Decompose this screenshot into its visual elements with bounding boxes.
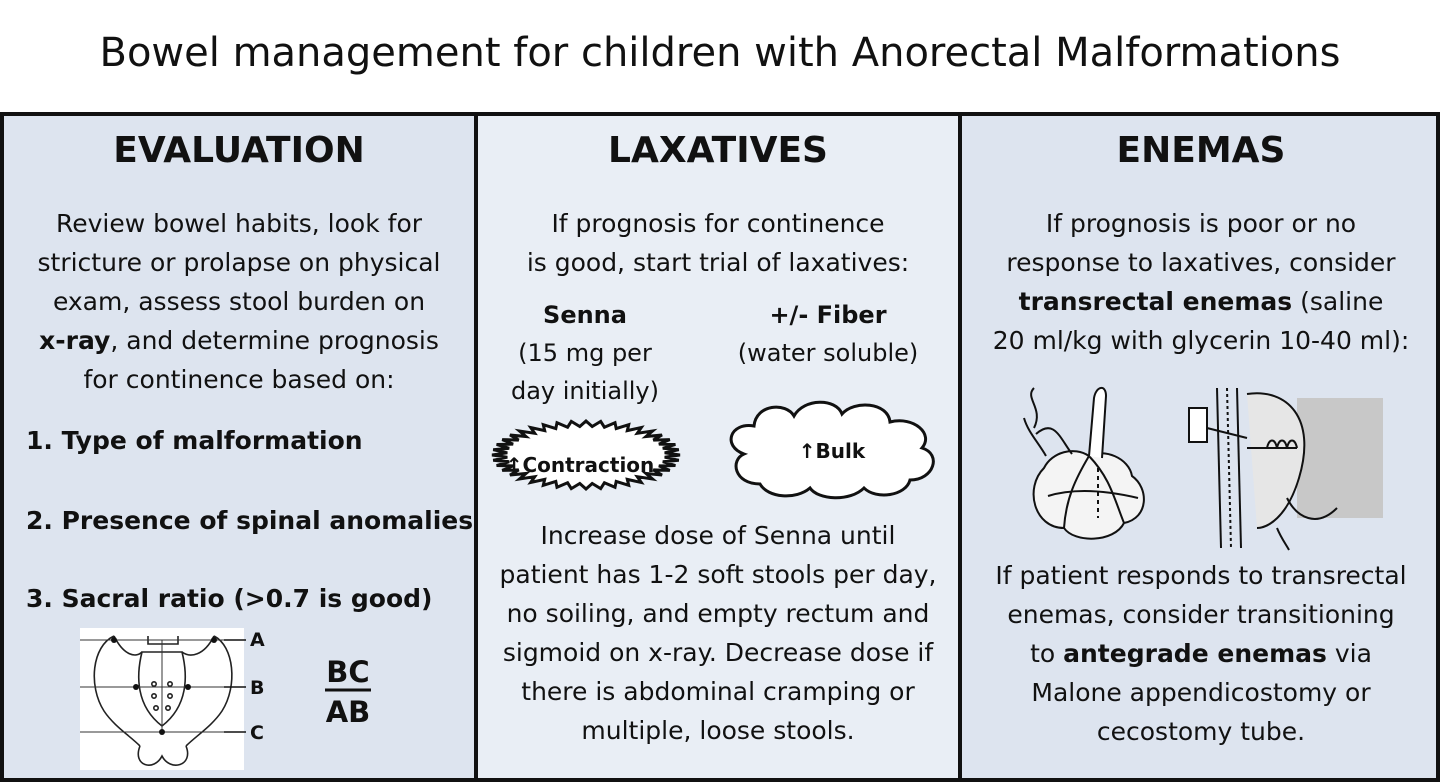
dosing-line: sigmoid on x-ray. Decrease dose if — [502, 638, 934, 667]
evaluation-intro-text: , and determine prognosis — [110, 326, 439, 355]
line-label: C — [250, 722, 264, 744]
enemas-column — [962, 116, 1440, 778]
fiber-title: +/- Fiber — [769, 301, 887, 329]
evaluation-intro-line: stricture or prolapse on physical — [37, 248, 441, 277]
dosing-line: Increase dose of Senna until — [540, 521, 896, 550]
antegrade-line: If patient responds to transrectal — [995, 561, 1407, 590]
xray-bold: x-ray — [39, 326, 111, 355]
criteria-item: 2. Presence of spinal anomalies — [26, 506, 474, 535]
dosing-line: there is abdominal cramping or — [521, 677, 915, 706]
evaluation-heading: EVALUATION — [113, 130, 365, 171]
senna-dose: day initially) — [510, 377, 659, 405]
evaluation-intro-line: Review bowel habits, look for — [55, 209, 423, 238]
senna-block — [490, 296, 680, 410]
bulk-label: ↑Bulk — [798, 439, 866, 463]
criteria-item: 1. Type of malformation — [26, 426, 363, 455]
transrectal-enema-illustration — [1014, 378, 1154, 548]
antegrade-line: Malone appendicostomy or — [1031, 678, 1371, 707]
antegrade-line: cecostomy tube. — [1096, 717, 1306, 746]
fiber-type: (water soluble) — [737, 339, 919, 367]
antegrade-line — [972, 634, 1430, 673]
sacral-ratio-diagram — [74, 626, 474, 776]
laxatives-column — [474, 116, 962, 778]
enemas-intro-line: 20 ml/kg with glycerin 10-40 ml): — [992, 326, 1410, 355]
line-label: B — [250, 677, 265, 699]
antegrade-bold: antegrade enemas — [1063, 639, 1327, 668]
contraction-burst — [490, 416, 700, 494]
ratio-denominator: AB — [325, 695, 371, 729]
laxatives-intro — [488, 204, 948, 282]
dosing-line: multiple, loose stools. — [581, 716, 855, 745]
antegrade-text: via — [1326, 639, 1372, 668]
enemas-intro-text: (saline — [1292, 287, 1384, 316]
evaluation-intro — [14, 204, 464, 399]
enemas-antegrade-text — [972, 556, 1430, 751]
transrectal-bold: transrectal enemas — [1018, 287, 1293, 316]
senna-title: Senna — [543, 301, 627, 329]
laxatives-dosing-text — [488, 516, 948, 750]
content-frame — [0, 112, 1440, 782]
enemas-intro-line: If prognosis is poor or no — [1045, 209, 1357, 238]
laxatives-heading: LAXATIVES — [608, 130, 828, 171]
senna-dose: (15 mg per — [518, 339, 652, 367]
ratio-numerator: BC — [326, 655, 370, 689]
evaluation-intro-line: exam, assess stool burden on — [52, 287, 426, 316]
laxatives-intro-line: If prognosis for continence — [551, 209, 885, 238]
line-label: A — [250, 629, 265, 651]
enema-catheter-illustration — [1177, 378, 1387, 553]
enemas-intro-line: response to laxatives, consider — [1006, 248, 1396, 277]
laxatives-intro-line: is good, start trial of laxatives: — [526, 248, 910, 277]
bulk-cloud — [720, 396, 945, 501]
dosing-line: patient has 1-2 soft stools per day, — [499, 560, 937, 589]
shaded-region — [1297, 398, 1383, 518]
evaluation-intro-line: for continence based on: — [83, 365, 395, 394]
enemas-heading: ENEMAS — [1116, 130, 1286, 171]
evaluation-intro-line — [14, 321, 464, 360]
page-title: Bowel management for children with Anorectal Malformations — [99, 30, 1341, 76]
antegrade-line: enemas, consider transitioning — [1007, 600, 1395, 629]
criteria-item: 3. Sacral ratio (>0.7 is good) — [26, 584, 433, 613]
contraction-label: ↑Contraction — [505, 453, 655, 477]
fiber-block — [708, 296, 948, 372]
enemas-intro-line — [972, 282, 1430, 321]
dosing-line: no soiling, and empty rectum and — [506, 599, 930, 628]
evaluation-column — [4, 116, 474, 778]
antegrade-text: to — [1030, 639, 1064, 668]
enemas-intro — [972, 204, 1430, 360]
